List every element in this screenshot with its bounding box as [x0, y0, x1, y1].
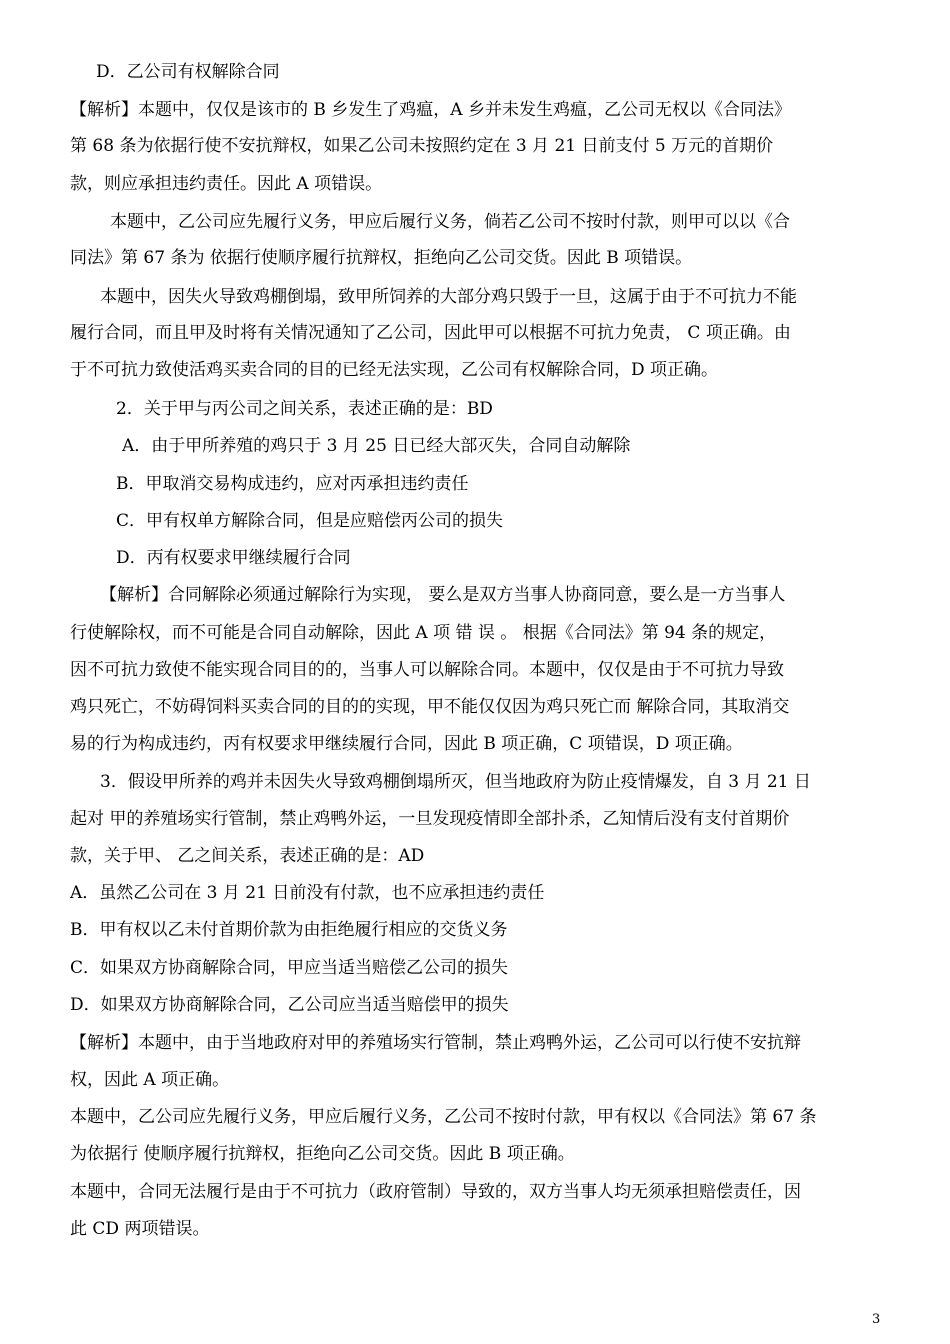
text-line-23: A．虽然乙公司在 3 月 21 日前没有付款，也不应承担违约责任: [70, 883, 545, 903]
text-line-27: 【解析】本题中，由于当地政府对甲的养殖场实行管制，禁止鸡鸭外运，乙公司可以行使不安抗辩: [70, 1033, 801, 1053]
text-line-28: 权，因此 A 项正确。: [70, 1070, 230, 1090]
text-line-18: 鸡只死亡，不妨碍饲料买卖合同的目的的实现，甲不能仅仅因为鸡只死亡而 解除合同，其取消交: [70, 697, 790, 717]
text-line-10: 2．关于甲与丙公司之间关系，表述正确的是：BD: [116, 399, 493, 419]
text-line-15: 【解析】合同解除必须通过解除行为实现， 要么是双方当事人协商同意，要么是一方当事人: [100, 585, 786, 605]
text-line-3: 第 68 条为依据行使不安抗辩权，如果乙公司未按照约定在 3 月 21 日前支付 5 万元的首期价: [70, 136, 774, 156]
text-line-32: 此 CD 两项错误。: [70, 1219, 210, 1239]
text-line-1: D．乙公司有权解除合同: [96, 62, 280, 82]
text-line-19: 易的行为构成违约，丙有权要求甲继续履行合同，因此 B 项正确，C 项错误，D 项正确。: [70, 734, 743, 754]
text-line-31: 本题中，合同无法履行是由于不可抗力（政府管制）导致的，双方当事人均无须承担赔偿责任，因: [70, 1182, 801, 1202]
text-line-17: 因不可抗力致使不能实现合同目的的，当事人可以解除合同。本题中，仅仅是由于不可抗力导致: [70, 660, 784, 680]
text-line-30: 为依据行 使顺序履行抗辩权，拒绝向乙公司交货。因此 B 项正确。: [70, 1144, 575, 1164]
text-line-25: C．如果双方协商解除合同，甲应当适当赔偿乙公司的损失: [70, 958, 509, 978]
page-number: 3: [872, 1312, 881, 1327]
text-line-12: B．甲取消交易构成违约，应对丙承担违约责任: [116, 474, 469, 494]
text-line-22: 款，关于甲、 乙之间关系，表述正确的是：AD: [70, 846, 425, 866]
text-line-6: 同法》第 67 条为 依据行使顺序履行抗辩权，拒绝向乙公司交货。因此 B 项错误。: [70, 248, 693, 268]
text-line-16: 行使解除权，而不可能是合同自动解除，因此 A 项 错 误 。 根据《合同法》第 94 条的规定，: [70, 623, 777, 643]
text-line-4: 款，则应承担违约责任。因此 A 项错误。: [70, 174, 383, 194]
text-line-20: 3．假设甲所养的鸡并未因失火导致鸡棚倒塌所灭，但当地政府为防止疫情爆发，自 3 月 21 日: [100, 772, 811, 792]
text-line-21: 起对 甲的养殖场实行管制，禁止鸡鸭外运，一旦发现疫情即全部扑杀，乙知情后没有支付首期价: [70, 809, 790, 829]
text-line-5: 本题中，乙公司应先履行义务，甲应后履行义务，倘若乙公司不按时付款，则甲可以以《合: [110, 212, 790, 232]
text-line-11: A．由于甲所养殖的鸡只于 3 月 25 日已经大部灭失，合同自动解除: [122, 436, 631, 456]
text-line-13: C．甲有权单方解除合同，但是应赔偿丙公司的损失: [116, 511, 504, 531]
text-line-8: 履行合同，而且甲及时将有关情况通知了乙公司，因此甲可以根据不可抗力免责， C 项正确。由: [70, 323, 791, 343]
text-line-24: B．甲有权以乙未付首期价款为由拒绝履行相应的交货义务: [70, 920, 508, 940]
text-line-7: 本题中，因失火导致鸡棚倒塌，致甲所饲养的大部分鸡只毁于一旦，这属于由于不可抗力不能: [100, 287, 797, 307]
text-line-26: D．如果双方协商解除合同，乙公司应当适当赔偿甲的损失: [70, 995, 509, 1015]
text-line-14: D．丙有权要求甲继续履行合同: [116, 548, 351, 568]
text-line-29: 本题中，乙公司应先履行义务，甲应后履行义务，乙公司不按时付款，甲有权以《合同法》第 67 条: [70, 1107, 817, 1127]
text-line-9: 于不可抗力致使活鸡买卖合同的目的已经无法实现，乙公司有权解除合同，D 项正确。: [70, 360, 719, 380]
text-line-2: 【解析】本题中，仅仅是该市的 B 乡发生了鸡瘟，A 乡并未发生鸡瘟，乙公司无权以《合同法》: [70, 100, 791, 120]
